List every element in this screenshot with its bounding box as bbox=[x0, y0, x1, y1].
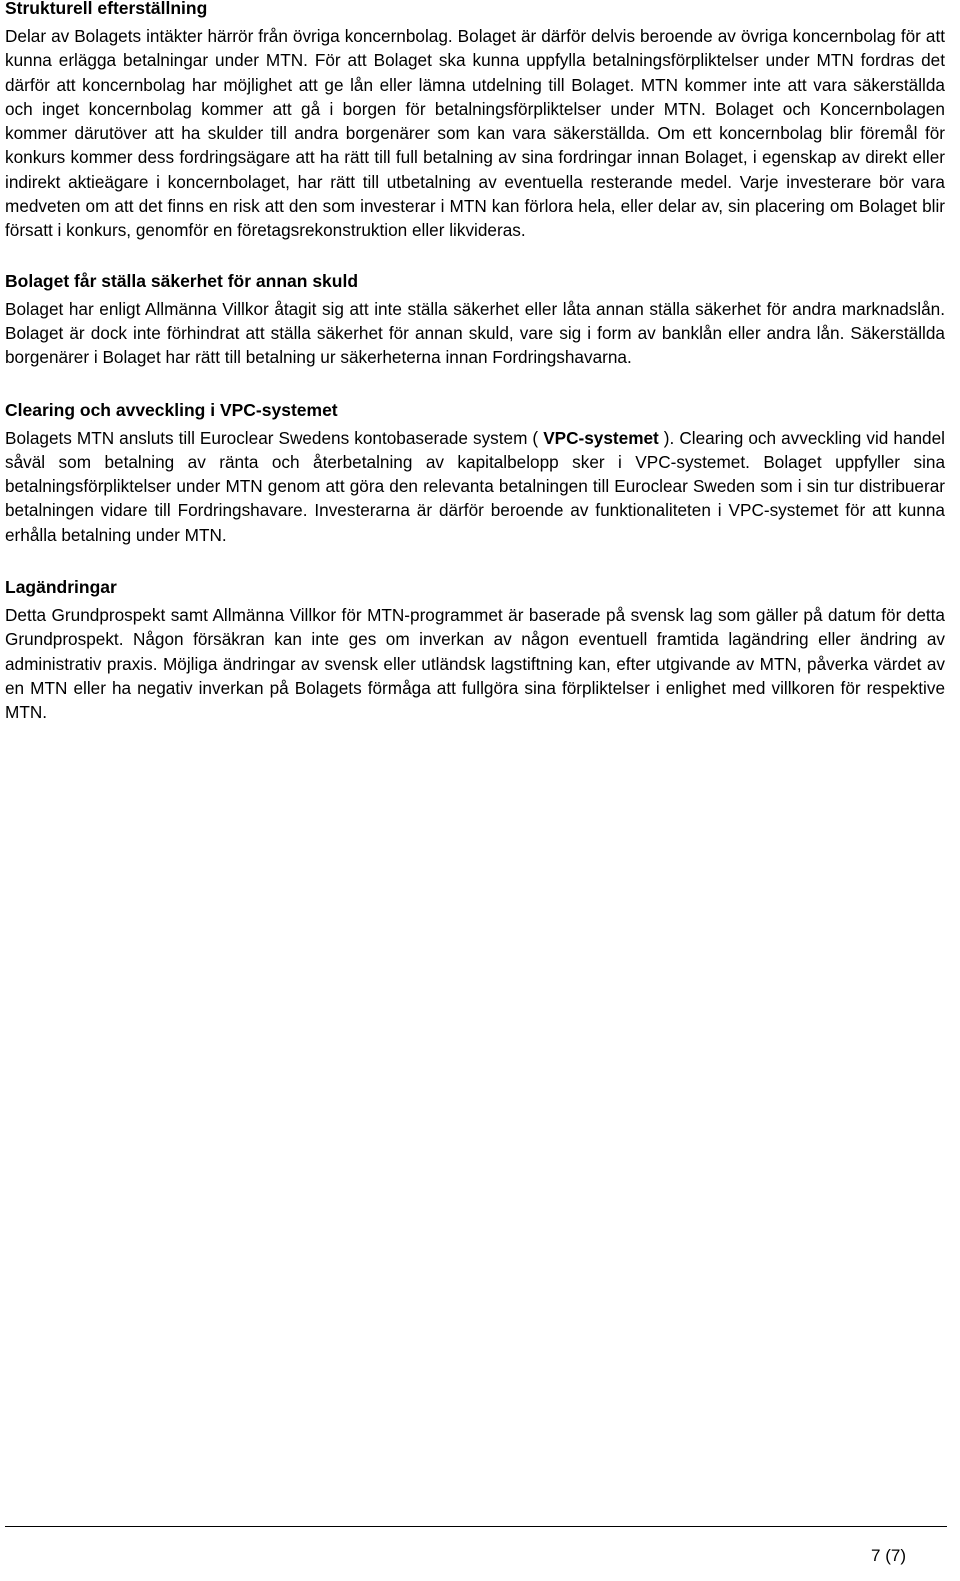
section-sakerhet-annan-skuld bbox=[5, 269, 945, 370]
section-heading: Lagändringar bbox=[5, 577, 117, 598]
section-heading: Bolaget får ställa säkerhet för annan skuld bbox=[5, 270, 359, 291]
paragraph-text-after: ). Clearing och avveckling vid handel såväl som betalning av ränta och återbetalning av kapitalbelopp sker i VPC-systemet. Bolaget uppfyller sina betalningsförpliktelser under MTN genom att göra den relevanta betalningen till Euroclear Sweden som i sin tur distribuerar betalningen vidare till Fordringshavare. Investerarna är därför beroende av funktionaliteten i VPC-systemet för att kunna erhålla betalning under MTN. bbox=[5, 427, 945, 545]
section-clearing-vpc bbox=[5, 398, 945, 547]
document-body bbox=[5, 0, 945, 725]
defined-term-vpc-systemet: VPC-systemet bbox=[543, 427, 659, 448]
section-strukturell-efterstallning bbox=[5, 0, 945, 243]
section-paragraph: Delar av Bolagets intäkter härrör från övriga koncernbolag. Bolaget är därför delvis beroende av övriga koncernbolag för att kunna erlägga betalningar under MTN. För att Bolaget ska kunna uppfylla betalningsförpliktelser under MTN fordras det därför att koncernbolag har möjlighet att ge lån eller lämna utdelning till Bolaget. MTN kommer inte att vara säkerställda och inget koncernbolag kommer att gå i borgen för betalningsförpliktelser under MTN. Bolaget och Koncernbolagen kommer därutöver att ha skulder till andra borgenärer som kan vara säkerställda. Om ett koncernbolag blir föremål för konkurs kommer dess fordringsägare att ha rätt till full betalning av sina fordringar innan Bolaget, i egenskap av direkt eller indirekt aktieägare i koncernbolaget, har rätt till utbetalning av eventuella resterande medel. Varje investerare bör vara medveten om att det finns en risk att den som investerar i MTN kan förlora hela, eller delar av, sin placering om Bolaget blir försatt i konkurs, genomför en företagsrekonstruktion eller likvideras. bbox=[5, 26, 945, 241]
page-number: 7 (7) bbox=[871, 1546, 906, 1565]
paragraph-text-before: Bolagets MTN ansluts till Euroclear Swedens kontobaserade system ( bbox=[5, 427, 544, 448]
section-heading: Strukturell efterställning bbox=[5, 0, 208, 18]
section-paragraph: Bolaget har enligt Allmänna Villkor åtagit sig att inte ställa säkerhet eller låta annan ställa säkerhet för andra marknadslån. Bolaget är dock inte förhindrat att ställa säkerhet för annan skuld, vare sig i form av banklån eller andra lån. Säkerställda borgenärer i Bolaget har rätt till betalning ur säkerheterna innan Fordringshavarna. bbox=[5, 298, 945, 368]
section-paragraph bbox=[5, 426, 945, 547]
footer-divider bbox=[5, 1526, 947, 1527]
section-paragraph: Detta Grundprospekt samt Allmänna Villkor för MTN-programmet är baserade på svensk lag som gäller på datum för detta Grundprospekt. Någon försäkran kan inte ges om inverkan av någon eventuell framtida lagändring eller ändring av administrativ praxis. Möjliga ändringar av svensk eller utländsk lagstiftning kan, efter utgivande av MTN, påverka värdet av en MTN eller ha negativ inverkan på Bolagets förmåga att fullgöra sina förpliktelser i enlighet med villkoren för respektive MTN. bbox=[5, 605, 945, 723]
section-lagandringar bbox=[5, 575, 945, 724]
section-heading: Clearing och avveckling i VPC-systemet bbox=[5, 399, 338, 420]
